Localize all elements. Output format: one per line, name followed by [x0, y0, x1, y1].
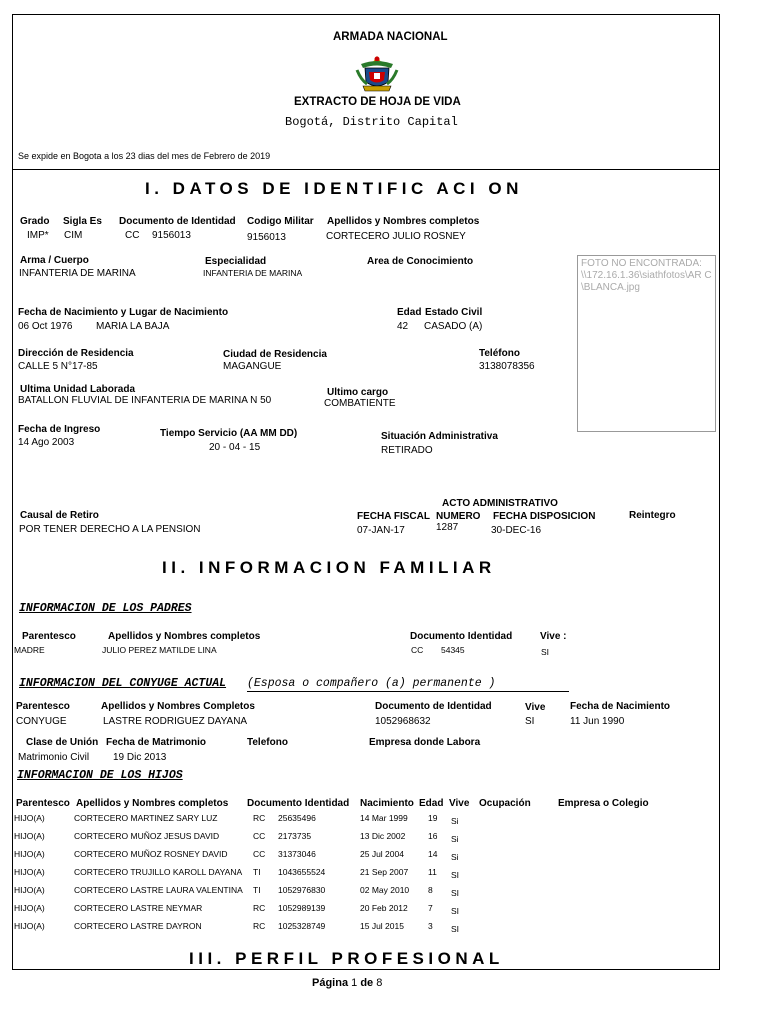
conyuge-documento: 1052968632	[375, 716, 431, 727]
conyuge-telefono-header: Telefono	[247, 737, 288, 748]
conyuge-vive-header: Vive	[525, 702, 546, 713]
padres-nombre: JULIO PEREZ MATILDE LINA	[102, 645, 217, 655]
fecha-matrimonio-value: 19 Dic 2013	[113, 752, 167, 763]
estado-civil-value: CASADO (A)	[424, 321, 483, 332]
situacion-value: RETIRADO	[381, 445, 433, 456]
hijo-doc-tipo: RC	[253, 903, 266, 913]
hijos-vive-header: Vive	[449, 798, 470, 809]
hijo-doc-tipo: TI	[253, 867, 261, 877]
padres-vive-header: Vive :	[540, 631, 567, 642]
hijo-vive: SI	[451, 924, 460, 934]
header-divider	[12, 169, 720, 170]
direccion-value: CALLE 5 N°17-85	[18, 361, 98, 372]
conyuge-nombres-header: Apellidos y Nombres Completos	[101, 701, 255, 712]
page-total: 8	[376, 977, 383, 989]
hijo-edad: 16	[428, 831, 438, 841]
estado-civil-label: Estado Civil	[425, 307, 483, 318]
padres-nombres-header: Apellidos y Nombres completos	[108, 631, 261, 642]
codigo-militar-value: 9156013	[247, 232, 286, 243]
nacimiento-fecha: 06 Oct 1976	[18, 321, 73, 332]
hijo-vive: SI	[451, 870, 460, 880]
hijo-nacimiento: 02 May 2010	[360, 885, 410, 895]
section-title-perfil: III. PERFIL PROFESIONAL	[189, 949, 504, 968]
hijo-edad: 14	[428, 849, 438, 859]
hijo-vive: SI	[451, 888, 460, 898]
conyuge-documento-header: Documento de Identidad	[375, 701, 492, 712]
page-label: Página	[312, 977, 349, 989]
hijos-ocupacion-header: Ocupación	[479, 798, 531, 809]
hijo-nombre: CORTECERO LASTRE LAURA VALENTINA	[74, 885, 243, 895]
edad-label: Edad	[397, 307, 422, 318]
sigla-value: CIM	[64, 230, 83, 241]
hijo-doc-num: 1043655524	[278, 867, 326, 877]
hijo-edad: 3	[428, 921, 433, 931]
hijo-nombre: CORTECERO MUÑOZ JESUS DAVID	[74, 831, 220, 841]
page-number: 1	[351, 977, 358, 989]
padres-vive: SI	[541, 647, 550, 657]
section-title-familiar: II. INFORMACION FAMILIAR	[162, 558, 496, 577]
padres-doc-tipo: CC	[411, 645, 424, 655]
hijo-parentesco: HIJO(A)	[14, 903, 45, 913]
padres-documento-header: Documento Identidad	[410, 631, 513, 642]
hijos-documento-header: Documento Identidad	[247, 798, 350, 809]
hijo-nombre: CORTECERO LASTRE NEYMAR	[74, 903, 203, 913]
unidad-label: Ultima Unidad Laborada	[20, 384, 136, 395]
issue-date-statement: Se expide en Bogota a los 23 dias del mes de Febrero de 2019	[18, 151, 271, 161]
hijo-doc-num: 1052989139	[278, 903, 326, 913]
hijo-nacimiento: 13 Dic 2002	[360, 831, 406, 841]
hijo-nombre: CORTECERO LASTRE DAYRON	[74, 921, 202, 931]
documento-number: 9156013	[152, 230, 191, 241]
conyuge-nacimiento-header: Fecha de Nacimiento	[570, 701, 671, 712]
hijo-doc-tipo: RC	[253, 921, 266, 931]
hijo-nacimiento: 15 Jul 2015	[360, 921, 404, 931]
reintegro-label: Reintegro	[629, 510, 676, 521]
acto-administrativo-label: ACTO ADMINISTRATIVO	[442, 498, 558, 509]
causal-value: POR TENER DERECHO A LA PENSION	[19, 524, 201, 535]
hijo-nacimiento: 25 Jul 2004	[360, 849, 404, 859]
hijos-parentesco-header: Parentesco	[16, 798, 70, 809]
codigo-militar-label: Codigo Militar	[247, 216, 314, 227]
hijo-nacimiento: 21 Sep 2007	[360, 867, 409, 877]
conyuge-nacimiento: 11 Jun 1990	[570, 716, 625, 727]
documento-type: CC	[125, 230, 140, 241]
ciudad-label: Ciudad de Residencia	[223, 349, 327, 360]
hijo-doc-num: 1052976830	[278, 885, 326, 895]
fecha-fiscal-value: 07-JAN-17	[357, 525, 405, 536]
nacimiento-lugar: MARIA LA BAJA	[96, 321, 170, 332]
hijos-edad-header: Edad	[419, 798, 444, 809]
grado-value: IMP*	[27, 230, 49, 241]
hijo-nombre: CORTECERO TRUJILLO KAROLL DAYANA	[74, 867, 243, 877]
tiempo-servicio-value: 20 - 04 - 15	[209, 442, 261, 453]
issue-city: Bogotá, Distrito Capital	[285, 115, 458, 129]
numero-label: NUMERO	[436, 511, 481, 522]
telefono-label: Teléfono	[479, 348, 520, 359]
clase-union-value: Matrimonio Civil	[18, 752, 90, 763]
page-indicator	[312, 977, 382, 989]
hijo-doc-num: 1025328749	[278, 921, 326, 931]
hijo-nombre: CORTECERO MUÑOZ ROSNEY DAVID	[74, 849, 228, 859]
clase-union-header: Clase de Unión	[26, 737, 99, 748]
hijo-doc-tipo: TI	[253, 885, 261, 895]
hijo-parentesco: HIJO(A)	[14, 867, 45, 877]
nombres-label: Apellidos y Nombres completos	[327, 216, 480, 227]
hijos-empresa-header: Empresa o Colegio	[558, 798, 649, 809]
area-label: Area de Conocimiento	[367, 256, 474, 267]
grado-label: Grado	[20, 216, 50, 227]
hijo-doc-num: 25635496	[278, 813, 316, 823]
direccion-label: Dirección de Residencia	[18, 348, 134, 359]
hijo-edad: 8	[428, 885, 433, 895]
hijo-edad: 11	[428, 867, 437, 877]
especialidad-label: Especialidad	[205, 256, 267, 267]
conyuge-empresa-header: Empresa donde Labora	[369, 737, 481, 748]
hijo-doc-tipo: CC	[253, 831, 266, 841]
hijo-doc-tipo: CC	[253, 849, 266, 859]
numero-value: 1287	[436, 522, 459, 533]
navy-emblem-icon	[355, 54, 399, 94]
padres-subtitle: INFORMACION DE LOS PADRES	[19, 602, 192, 615]
documento-label: Documento de Identidad	[119, 216, 236, 227]
fecha-matrimonio-header: Fecha de Matrimonio	[106, 737, 207, 748]
conyuge-subtitle: INFORMACION DEL CONYUGE ACTUAL	[19, 677, 227, 690]
conyuge-subtitle-note: (Esposa o compañero (a) permanente )	[247, 677, 496, 690]
institution-title: ARMADA NACIONAL	[333, 31, 448, 43]
hijo-parentesco: HIJO(A)	[14, 921, 45, 931]
cargo-value: COMBATIENTE	[324, 398, 396, 409]
hijo-vive: Si	[451, 852, 459, 862]
hijo-vive: Si	[451, 816, 459, 826]
causal-label: Causal de Retiro	[20, 510, 99, 521]
sigla-label: Sigla Es	[63, 216, 102, 227]
page-of: de	[360, 977, 374, 989]
hijo-edad: 7	[428, 903, 433, 913]
hijo-nacimiento: 20 Feb 2012	[360, 903, 408, 913]
hijo-doc-num: 31373046	[278, 849, 316, 859]
fecha-disposicion-label: FECHA DISPOSICION	[493, 511, 596, 522]
arma-value: INFANTERIA DE MARINA	[19, 268, 136, 279]
document-title: EXTRACTO DE HOJA DE VIDA	[294, 96, 461, 108]
especialidad-value: INFANTERIA DE MARINA	[203, 268, 303, 278]
hijo-parentesco: HIJO(A)	[14, 813, 45, 823]
hijo-vive: Si	[451, 834, 459, 844]
nacimiento-label: Fecha de Nacimiento y Lugar de Nacimiento	[18, 307, 229, 318]
fecha-disposicion-value: 30-DEC-16	[491, 525, 542, 536]
conyuge-nombre: LASTRE RODRIGUEZ DAYANA	[103, 716, 248, 727]
cargo-label: Ultimo cargo	[327, 387, 389, 398]
tiempo-servicio-label: Tiempo Servicio (AA MM DD)	[160, 428, 298, 439]
ingreso-label: Fecha de Ingreso	[18, 424, 101, 435]
edad-value: 42	[397, 321, 409, 332]
padres-parentesco-header: Parentesco	[22, 631, 76, 642]
hijo-parentesco: HIJO(A)	[14, 831, 45, 841]
arma-label: Arma / Cuerpo	[20, 255, 89, 266]
situacion-label: Situación Administrativa	[381, 431, 498, 442]
hijo-vive: SI	[451, 906, 460, 916]
hijos-nombres-header: Apellidos y Nombres completos	[76, 798, 229, 809]
hijo-edad: 19	[428, 813, 438, 823]
nombres-value: CORTECERO JULIO ROSNEY	[326, 231, 466, 242]
conyuge-vive: SI	[525, 716, 535, 727]
ciudad-value: MAGANGUE	[223, 361, 282, 372]
ingreso-value: 14 Ago 2003	[18, 437, 75, 448]
telefono-value: 3138078356	[479, 361, 535, 372]
photo-placeholder: FOTO NO ENCONTRADA: \\172.16.1.36\siathfotos\AR C\BLANCA.jpg	[577, 255, 716, 432]
conyuge-subtitle-underline	[247, 691, 569, 692]
hijo-doc-num: 2173735	[278, 831, 312, 841]
hijo-parentesco: HIJO(A)	[14, 849, 45, 859]
unidad-value: BATALLON FLUVIAL DE INFANTERIA DE MARINA N 50	[18, 395, 272, 406]
section-title-identification: I. DATOS DE IDENTIFIC ACI ON	[145, 179, 523, 198]
padres-parentesco: MADRE	[14, 645, 45, 655]
hijo-doc-tipo: RC	[253, 813, 266, 823]
hijo-nombre: CORTECERO MARTINEZ SARY LUZ	[74, 813, 218, 823]
hijo-nacimiento: 14 Mar 1999	[360, 813, 408, 823]
conyuge-parentesco-header: Parentesco	[16, 701, 70, 712]
hijos-nacimiento-header: Nacimiento	[360, 798, 414, 809]
padres-doc-num: 54345	[441, 645, 465, 655]
conyuge-parentesco: CONYUGE	[16, 716, 67, 727]
hijos-subtitle: INFORMACION DE LOS HIJOS	[17, 769, 183, 782]
fecha-fiscal-label: FECHA FISCAL	[357, 511, 430, 522]
hijo-parentesco: HIJO(A)	[14, 885, 45, 895]
